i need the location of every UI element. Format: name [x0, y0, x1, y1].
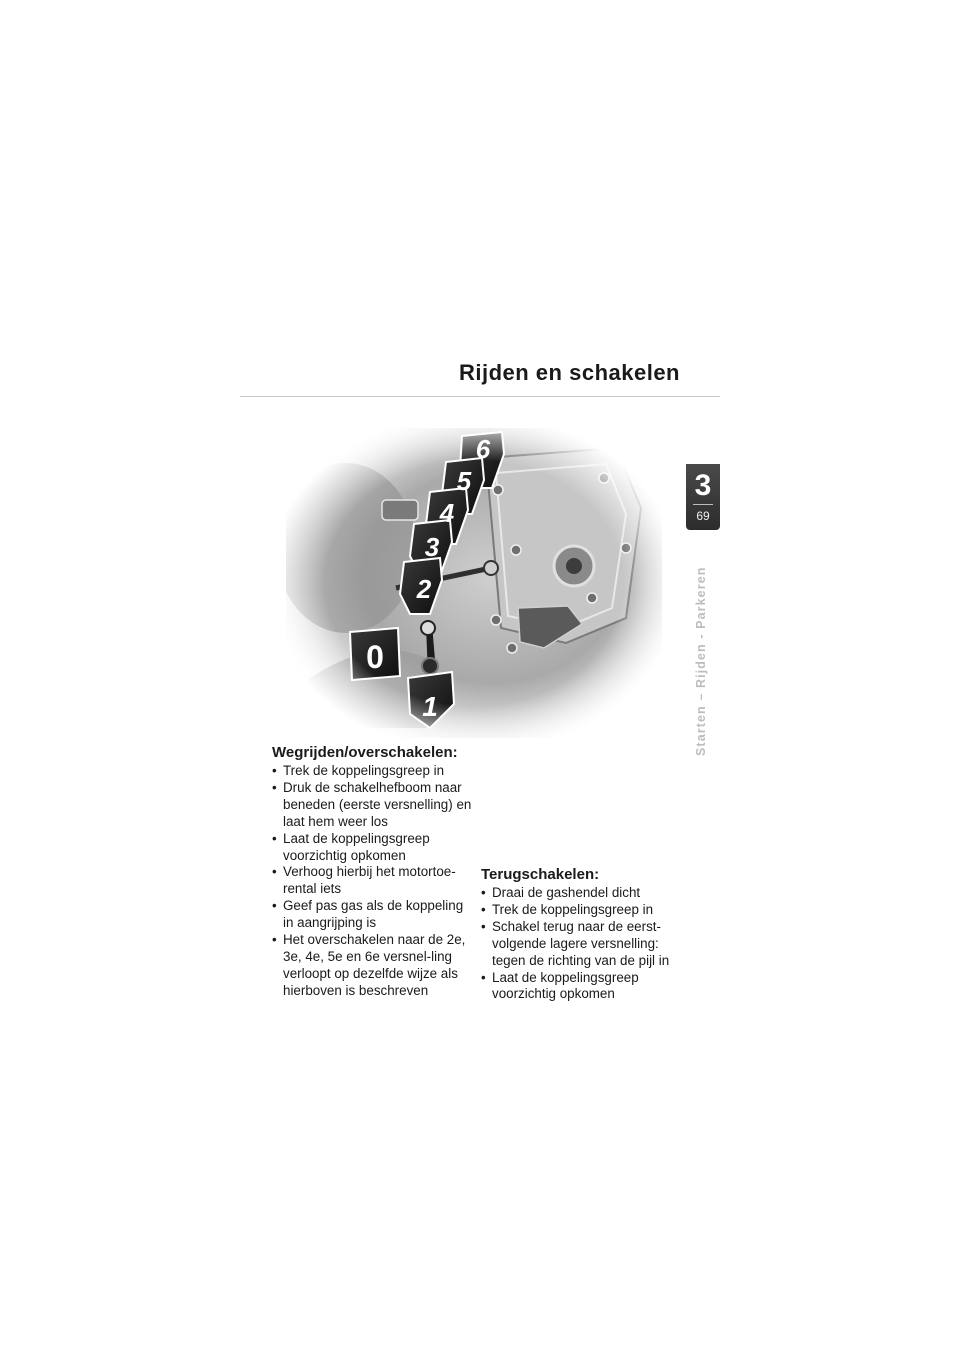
list-item: • Trek de koppelingsgreep in: [481, 902, 691, 919]
chapter-side-caption: Starten – Rijden - Parkeren: [694, 566, 708, 756]
downshift-section: [481, 866, 691, 1003]
gear-shift-diagram: [286, 428, 662, 738]
list-item: • Draai de gashendel dicht: [481, 885, 691, 902]
page-number: 69: [696, 509, 710, 523]
list-item: • Geef pas gas als de koppeling in aangrijping is: [272, 898, 472, 932]
chapter-number: 3: [694, 469, 712, 502]
downshift-steps: [481, 885, 691, 1003]
list-item: • Druk de schakelhefboom naar beneden (eerste versnelling) en laat hem weer los: [272, 780, 472, 831]
upshift-steps: [272, 763, 472, 1000]
list-item: • Verhoog hierbij het motortoe-rental iets: [272, 864, 472, 898]
list-item: • Schakel terug naar de eerst-volgende lagere versnelling: tegen de richting van de pijl in: [481, 919, 691, 970]
gear-shift-illustration: [286, 428, 662, 738]
page-title: Rijden en schakelen: [458, 360, 680, 385]
photo-vignette: [286, 428, 662, 738]
upshift-heading: Wegrijden/overschakelen:: [272, 744, 458, 761]
upshift-section: [272, 744, 472, 1000]
list-item: • Laat de koppelingsgreep voorzichtig opkomen: [272, 831, 472, 865]
title-divider: [240, 396, 720, 397]
list-item: • Trek de koppelingsgreep in: [272, 763, 472, 780]
chapter-tab: [686, 464, 720, 530]
downshift-heading: Terugschakelen:: [481, 866, 600, 883]
list-item: • Het overschakelen naar de 2e, 3e, 4e, 5e en 6e versnel-ling verloopt op dezelfde wijze als hierboven is beschreven: [272, 932, 472, 1000]
chapter-tab-divider: [693, 504, 713, 505]
list-item: • Laat de koppelingsgreep voorzichtig opkomen: [481, 970, 691, 1004]
